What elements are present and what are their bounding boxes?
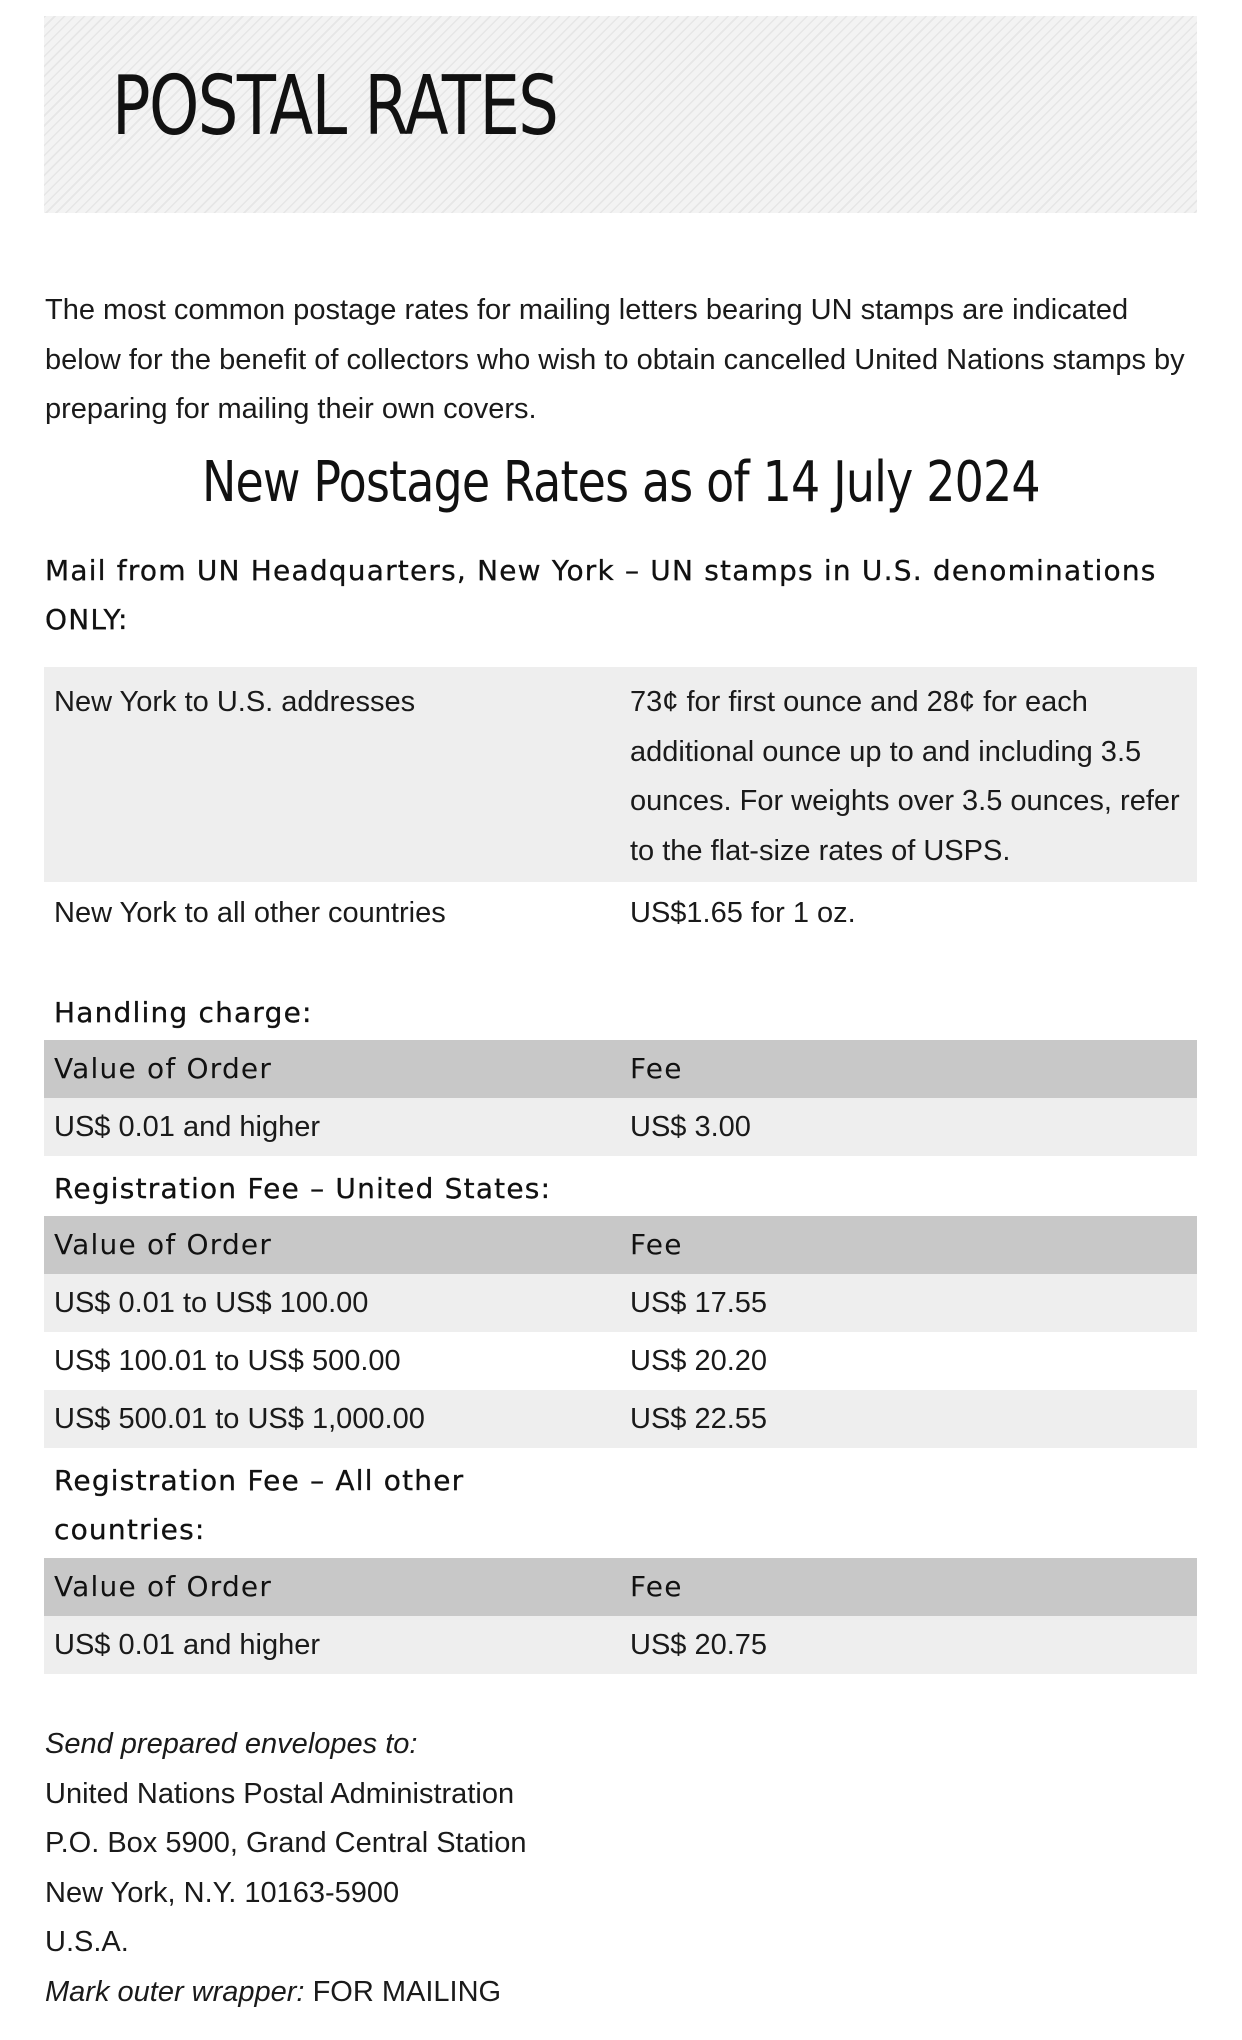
table-row (44, 882, 1197, 939)
registration-us-label: Registration Fee – United States: (54, 1172, 552, 1205)
registration-other-label-line2: countries: (54, 1513, 206, 1546)
fee-cell: US$ 20.20 (630, 1345, 768, 1377)
table-row (44, 1390, 1197, 1448)
send-to-label: Send prepared envelopes to: (45, 1728, 418, 1760)
address-line-3: New York, N.Y. 10163-5900 (45, 1876, 400, 1909)
fee-cell: US$ 22.55 (630, 1403, 768, 1435)
table-header-row (44, 1558, 1197, 1616)
address-line-2: P.O. Box 5900, Grand Central Station (45, 1827, 527, 1859)
postage-rates-table (44, 667, 1197, 939)
registration-other-label (54, 1456, 464, 1554)
header-fee: Fee (630, 1570, 683, 1603)
table-row (44, 1332, 1197, 1390)
address-line-4: U.S.A. (45, 1926, 129, 1958)
fee-cell: US$ 20.75 (630, 1629, 768, 1661)
table-row (44, 1098, 1197, 1156)
rate-cell: 73¢ for first ounce and 28¢ for each additional ounce up to and including 3.5 ounces. For weights over 3.5 ounces, refer to the flat-size rates of USPS. (630, 686, 1180, 867)
mailing-address-block (45, 1720, 1195, 2017)
rates-heading (0, 452, 1242, 514)
handling-charge-label: Handling charge: (54, 996, 313, 1029)
header-value-of-order: Value of Order (54, 1228, 273, 1261)
destination-cell: New York to all other countries (54, 897, 446, 929)
table-header-row (44, 1216, 1197, 1274)
wrapper-label: Mark outer wrapper: (45, 1975, 305, 2008)
header-value-of-order: Value of Order (54, 1570, 273, 1603)
value-cell: US$ 0.01 and higher (54, 1111, 321, 1143)
handling-charge-table (44, 1040, 1197, 1156)
wrapper-instruction (45, 1968, 1195, 2018)
registration-other-table (44, 1558, 1197, 1674)
header-fee: Fee (630, 1052, 683, 1085)
page-title: POSTAL RATES (112, 59, 558, 154)
registration-us-table (44, 1216, 1197, 1448)
value-cell: US$ 0.01 and higher (54, 1629, 321, 1661)
rate-cell: US$1.65 for 1 oz. (630, 897, 856, 929)
value-cell: US$ 500.01 to US$ 1,000.00 (54, 1403, 425, 1435)
table-row (44, 667, 1197, 882)
table-row (44, 1274, 1197, 1332)
value-cell: US$ 100.01 to US$ 500.00 (54, 1345, 401, 1377)
table-row (44, 1616, 1197, 1674)
intro-paragraph: The most common postage rates for mailing letters bearing UN stamps are indicated below for the benefit of collectors who wish to obtain cancelled United Nations stamps by preparing for mailing their own covers. (45, 294, 1185, 425)
value-cell: US$ 0.01 to US$ 100.00 (54, 1287, 369, 1319)
mail-from-label: Mail from UN Headquarters, New York – UN stamps in U.S. denominations ONLY: (45, 554, 1157, 636)
fee-cell: US$ 17.55 (630, 1287, 768, 1319)
header-fee: Fee (630, 1228, 683, 1261)
header-value-of-order: Value of Order (54, 1052, 273, 1085)
registration-other-label-line1: Registration Fee – All other (54, 1464, 465, 1497)
fee-cell: US$ 3.00 (630, 1111, 751, 1143)
rates-heading-text: New Postage Rates as of 14 July 2024 (202, 450, 1040, 515)
address-line-1: United Nations Postal Administration (45, 1777, 515, 1810)
title-banner (44, 16, 1197, 213)
destination-cell: New York to U.S. addresses (54, 686, 416, 718)
table-header-row (44, 1040, 1197, 1098)
wrapper-value: FOR MAILING (312, 1975, 502, 2008)
